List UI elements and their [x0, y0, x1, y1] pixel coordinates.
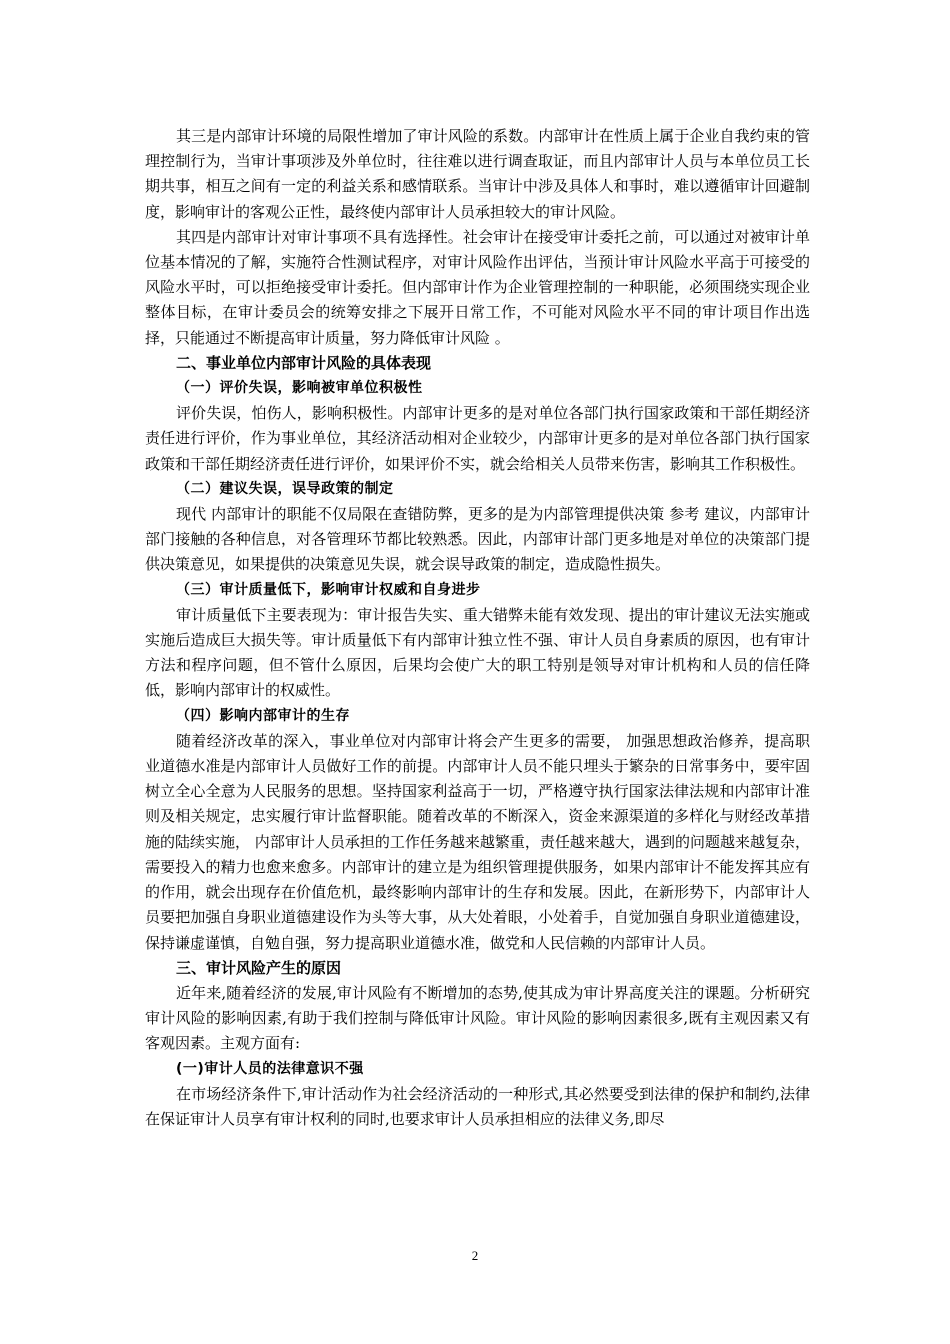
section-heading-3: 三、审计风险产生的原因	[176, 958, 342, 977]
paragraph-legal-awareness: 在市场经济条件下,审计活动作为社会经济活动的一种形式,其必然要受到法律的保护和制约,法律在保证审计人员享有审计权利的同时,也要求审计人员承担相应的法律义务,即尽	[145, 1084, 810, 1128]
page-number: 2	[471, 1248, 479, 1263]
paragraph-survival: 随着经济改革的深入，事业单位对内部审计将会产生更多的需要， 加强思想政治修养，提高职业道德水准是内部审计人员做好工作的前提。内部审计人员不能只埋头于繁杂的日常事务中，要牢固树立全心全意为人民服务的思想。坚持国家利益高于一切，严格遵守执行国家法律法规和内部审计准则及相关规定，忠实履行审计监督职能。随着改革的不断深入，资金来源渠道的多样化与财经改革措施的陆续实施， 内部审计人员承担的工作任务越来越繁重，责任越来越大，遇到的问题越来越复杂，需要投入的精力也愈来愈多。内部审计的建立是为组织管理提供服务，如果内部审计不能发挥其应有的作用，就会出现存在价值危机，最终影响内部审计的生存和发展。因此，在新形势下，内部审计人员要把加强自身职业道德建设作为头等大事，从大处着眼，小处着手，自觉加强自身职业道德建设，保持谦虚谨慎，自勉自强，努力提高职业道德水准，做党和人民信赖的内部审计人员。	[145, 731, 810, 952]
section-heading-2: 二、事业单位内部审计风险的具体表现	[176, 353, 432, 372]
subheading-advice-error: （二）建议失误，误导政策的制定	[176, 480, 394, 497]
paragraph-audit-quality: 审计质量低下主要表现为：审计报告失实、重大错弊未能有效发现、提出的审计建议无法实施或实施后造成巨大损失等。审计质量低下有内部审计独立性不强、审计人员自身素质的原因，也有审计方法和程序问题，但不管什么原因，后果均会使广大的职工特别是领导对审计机构和人员的信任降低，影响内部审计的权威性。	[145, 605, 810, 700]
paragraph-advice-error: 现代 内部审计的职能不仅局限在查错防弊，更多的是为内部管理提供决策 参考 建议，内部审计部门接触的各种信息，对各管理环节都比较熟悉。因此，内部审计部门更多地是对单位的决策部门提供决策意见，如果提供的决策意见失误，就会误导政策的制定，造成隐性损失。	[145, 505, 810, 574]
subheading-audit-quality: （三）审计质量低下，影响审计权威和自身进步	[176, 581, 481, 598]
subheading-evaluation-error: （一）评价失误，影响被审单位积极性	[176, 380, 423, 397]
paragraph-causes-intro: 近年来,随着经济的发展,审计风险有不断增加的态势,使其成为审计界高度关注的课题。分析研究审计风险的影响因素,有助于我们控制与降低审计风险。审计风险的影响因素很多,既有主观因素又有客观因素。主观方面有:	[145, 983, 810, 1053]
paragraph-evaluation-error: 评价失误，怕伤人，影响积极性。内部审计更多的是对单位各部门执行国家政策和干部任期经济责任进行评价，作为事业单位，其经济活动相对企业较少，内部审计更多的是对单位各部门执行国家政策和干部任期经济责任进行评价，如果评价不实，就会给相关人员带来伤害，影响其工作积极性。	[145, 404, 810, 473]
subheading-legal-awareness: (一)审计人员的法律意识不强	[176, 1060, 364, 1077]
paragraph-no-selectivity: 其四是内部审计对审计事项不具有选择性。社会审计在接受审计委托之前，可以通过对被审计单位基本情况的了解，实施符合性测试程序，对审计风险作出评估，当预计审计风险水平高于可接受的风险水平时，可以拒绝接受审计委托。但内部审计作为企业管理控制的一种职能，必须围绕实现企业整体目标，在审计委员会的统筹安排之下展开日常工作，不可能对风险水平不同的审计项目作出选择，只能通过不断提高审计质量，努力降低审计风险 。	[145, 227, 810, 347]
document-body	[145, 124, 810, 1132]
paragraph-internal-audit-environment: 其三是内部审计环境的局限性增加了审计风险的系数。内部审计在性质上属于企业自我约束的管理控制行为，当审计事项涉及外单位时，往往难以进行调查取证，而且内部审计人员与本单位员工长期共事，相互之间有一定的利益关系和感情联系。当审计中涉及具体人和事时，难以遵循审计回避制度，影响审计的客观公正性，最终使内部审计人员承担较大的审计风险。	[145, 127, 810, 221]
subheading-survival: （四）影响内部审计的生存	[176, 707, 350, 724]
